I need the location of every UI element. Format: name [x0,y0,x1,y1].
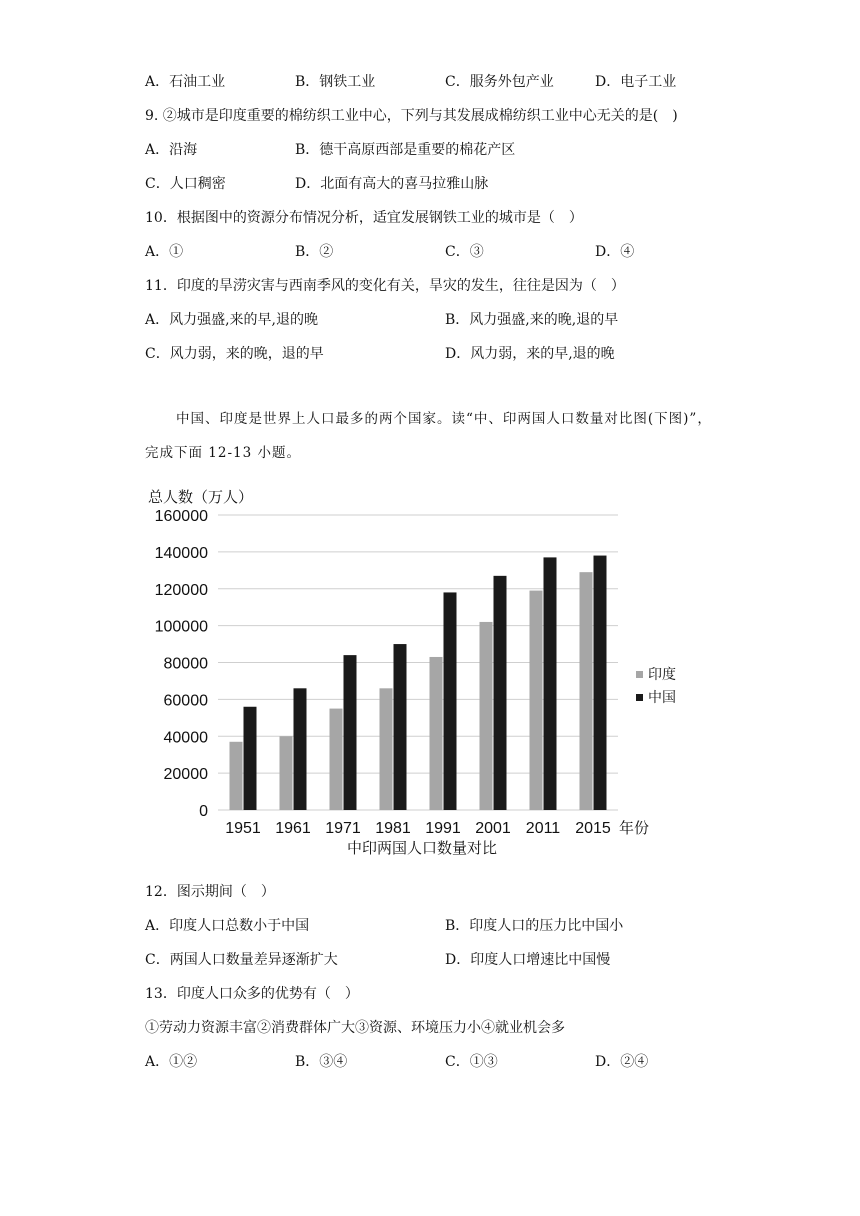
x-tick-label: 1991 [425,820,461,837]
q11-option-d: D．风力弱，来的早,退的晚 [445,346,615,362]
q10-option-a: A．① [145,244,184,260]
q8-option-b: B．钢铁工业 [295,74,376,90]
y-tick-label: 100000 [154,618,208,636]
q13-statements: ①劳动力资源丰富②消费群体广大③资源、环境压力小④就业机会多 [145,1020,565,1036]
legend-swatch-china [636,694,643,701]
legend-label-china: 中国 [648,689,676,705]
bar-india-1951 [230,742,243,810]
x-axis-label: 年份 [619,820,650,837]
legend-swatch-india [636,671,643,678]
q9-stem: 9. ②城市是印度重要的棉纺织工业中心，下列与其发展成棉纺织工业中心无关的是( ) [145,108,678,124]
q10-option-c: C．③ [445,244,484,260]
q11-option-a: A．风力强盛,来的早,退的晚 [145,312,319,328]
intro-line-1: 中国、印度是世界上人口最多的两个国家。读“中、印两国人口数量对比图(下图)”， [176,411,712,427]
bar-china-1951 [244,707,257,810]
q12-option-a: A．印度人口总数小于中国 [145,918,310,934]
q13-option-a: A．①② [145,1054,198,1070]
chart-legend [636,666,676,705]
q10-stem: 10．根据图中的资源分布情况分析，适宜发展钢铁工业的城市是（ ） [145,210,583,226]
bar-india-1971 [330,709,343,810]
bar-china-2015 [594,556,607,810]
x-tick-label: 1951 [225,820,261,837]
population-chart-svg [140,478,700,858]
y-tick-label: 160000 [154,508,208,525]
q12-option-b: B．印度人口的压力比中国小 [445,918,624,934]
q9-option-d: D．北面有高大的喜马拉雅山脉 [295,176,489,192]
y-tick-label: 40000 [163,729,208,747]
bar-china-1991 [444,592,457,810]
q8-option-c: C．服务外包产业 [445,74,554,90]
q8-option-d: D．电子工业 [595,74,677,90]
y-tick-label: 120000 [154,581,208,599]
y-tick-label: 0 [199,803,208,820]
y-tick-label: 60000 [163,692,208,710]
bar-india-2015 [580,572,593,810]
q11-stem: 11．印度的旱涝灾害与西南季风的变化有关，旱灾的发生，往往是因为（ ） [145,278,625,294]
q13-option-b: B．③④ [295,1054,348,1070]
q9-option-a: A．沿海 [145,142,198,158]
y-tick-label: 80000 [163,655,208,673]
x-tick-label: 2001 [475,820,511,837]
q11-option-b: B．风力强盛,来的晚,退的早 [445,312,619,328]
q12-option-d: D．印度人口增速比中国慢 [445,952,611,968]
y-tick-label: 140000 [154,544,208,562]
q8-option-a: A．石油工业 [145,74,226,90]
q13-option-d: D．②④ [595,1054,649,1070]
q9-option-c: C．人口稠密 [145,176,226,192]
chart-title: 中印两国人口数量对比 [346,840,498,857]
bar-china-1961 [294,688,307,810]
q9-option-b: B．德干高原西部是重要的棉花产区 [295,142,516,158]
q12-option-c: C．两国人口数量差异逐渐扩大 [145,952,338,968]
x-tick-label: 1981 [375,820,411,837]
q13-option-c: C．①③ [445,1054,498,1070]
q13-stem: 13．印度人口众多的优势有（ ） [145,986,359,1002]
y-axis-label: 总人数（万人） [148,489,254,506]
bar-china-1981 [394,644,407,810]
bar-india-1961 [280,736,293,810]
q12-stem: 12．图示期间（ ） [145,884,275,900]
legend-label-india: 印度 [648,666,676,682]
bar-india-1991 [430,657,443,810]
intro-line-2: 完成下面 12-13 小题。 [145,445,302,461]
population-chart [140,478,700,858]
x-tick-label: 1971 [325,820,361,837]
bar-india-1981 [380,688,393,810]
y-tick-label: 20000 [163,766,208,784]
q10-option-b: B．② [295,244,334,260]
bar-india-2011 [530,591,543,810]
bar-china-2001 [494,576,507,810]
q11-option-c: C．风力弱，来的晚，退的早 [145,346,324,362]
x-tick-label: 2015 [575,820,611,837]
bar-china-2011 [544,557,557,810]
x-tick-label: 2011 [525,820,561,837]
x-tick-label: 1961 [275,820,311,837]
q10-option-d: D．④ [595,244,635,260]
bar-india-2001 [480,622,493,810]
bar-china-1971 [344,655,357,810]
